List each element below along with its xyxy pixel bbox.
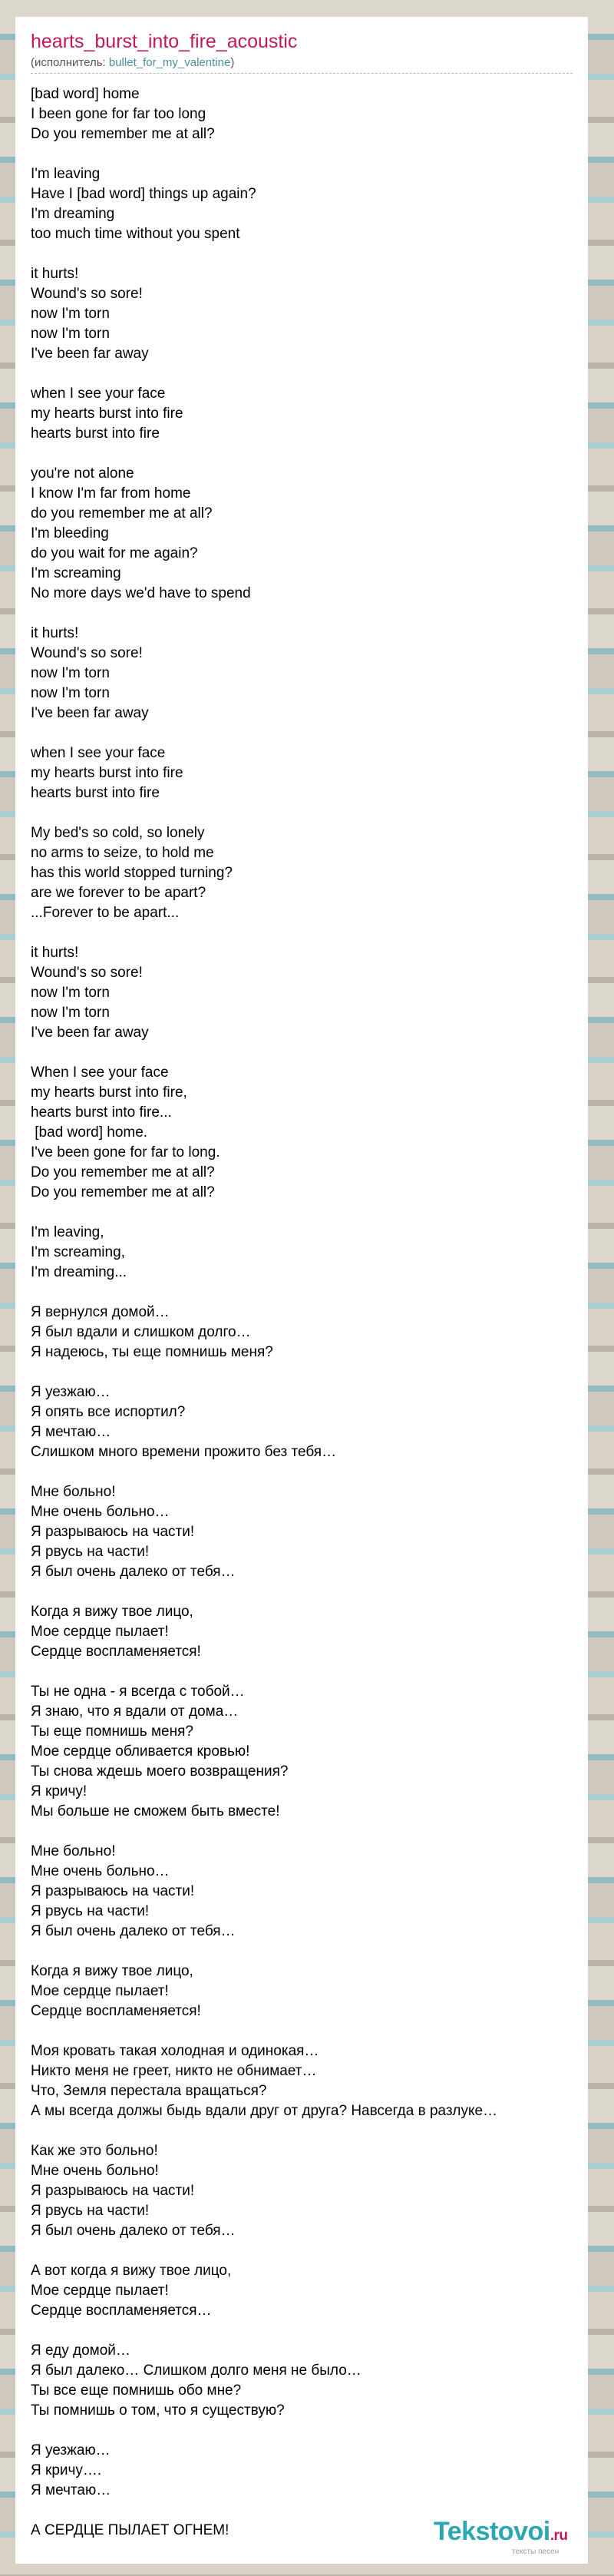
- artist-line: [31, 56, 234, 69]
- logo-tagline: тексты песен: [512, 2548, 560, 2556]
- logo-tld: .ru: [550, 2528, 568, 2544]
- artist-prefix: (исполнитель:: [31, 56, 109, 69]
- lyrics-card: [15, 17, 588, 2564]
- site-logo[interactable]: [434, 2517, 587, 2563]
- song-title: hearts_burst_into_fire_acoustic: [31, 31, 298, 52]
- artist-link[interactable]: bullet_for_my_valentine: [108, 56, 231, 69]
- lyrics-text: [bad word] home I been gone for far too long Do you remember me at all? I'm leaving Have I [bad word] things up again? I'm dreaming too much time without you spent it hurts! Wound's so sore! now I'm torn now I'm torn I've been far away when I see your face my hearts burst into fire hearts burst into fire you're not alone I know I'm far from home do you remember me at all? I'm bleeding do you wait for me again? I'm screaming No more days we'd have to spend it hurts! Wound's so sore! now I'm torn now I'm torn I've been far away when I see your face my hearts burst into fire hearts burst into fire My bed's so cold, so lonely no arms to seize, to hold me has this world stopped turning? are we forever to be apart? ...Forever to be apart... it hurts! Wound's so sore! now I'm torn now I'm torn I've been far away When I see your face my hearts burst into fire, hearts burst into fire... [bad word] home. I've been gone for far to long. Do you remember me at all? Do you remember me at all? I'm leaving, I'm screaming, I'm dreaming... Я вернулся домой… Я был вдали и слишком долго… Я надеюсь, ты еще помнишь меня? Я уезжаю… Я опять все испортил? Я мечтаю… Слишком много времени прожито без тебя… Мне больно! Мне очень больно… Я разрываюсь на части! Я рвусь на части! Я был очень далеко от тебя… Когда я вижу твое лицо, Мое сердце пылает! Сердце воспламеняется! Ты не одна - я всегда с тобой… Я знаю, что я вдали от дома… Ты еще помнишь меня? Мое сердце обливается кровью! Ты снова ждешь моего возвращения? Я кричу! Мы больше не сможем быть вместе! Мне больно! Мне очень больно… Я разрываюсь на части! Я рвусь на части! Я был очень далеко от тебя… Когда я вижу твое лицо, Мое сердце пылает! Сердце воспламеняется! Моя кровать такая холодная и одинокая… Никто меня не греет, никто не обнимает… Что, Земля перестала вращаться? А мы всегда должы быдь вдали друг от друга? Навсегда в разлуке… Как же это больно! Мне очень больно! Я разрываюсь на части! Я рвусь на части! Я был очень далеко от тебя… А вот когда я вижу твое лицо, Мое сердце пылает! Сердце воспламеняется… Я еду домой… Я был далеко… Слишком долго меня не было… Ты все еще помнишь обо мне? Ты помнишь о том, что я существую? Я уезжаю… Я кричу…. Я мечтаю… А СЕРДЦЕ ПЫЛАЕТ ОГНЕМ!: [31, 86, 498, 2538]
- logo-wordmark: [434, 2517, 567, 2547]
- title-divider: [31, 73, 573, 74]
- artist-suffix: ): [230, 56, 235, 69]
- logo-main-text: Tekstovoi: [434, 2517, 550, 2546]
